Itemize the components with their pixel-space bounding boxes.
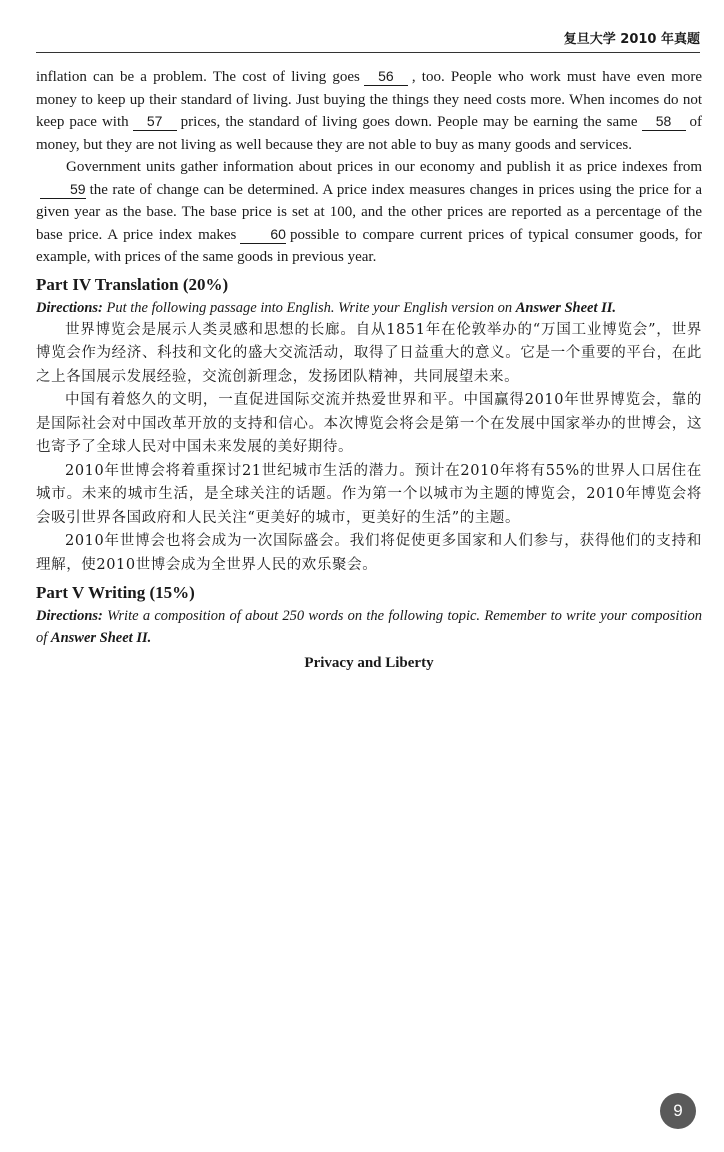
writing-topic: Privacy and Liberty: [304, 655, 434, 671]
directions-label: Directions:: [36, 608, 103, 624]
blank-58: 58: [642, 113, 686, 131]
part-iv-directions: [36, 297, 702, 319]
page-content: [36, 66, 702, 672]
page-number-badge: 9: [660, 1093, 696, 1129]
text-run: Government units gather information about prices in our economy and publish it as price indexes from: [66, 159, 702, 175]
header-title: 复旦大学 2010 年真题: [563, 32, 700, 47]
directions-text: Write a composition of about 250 words on the following topic. Remember to write your composition of: [36, 608, 702, 646]
part-v-directions: [36, 605, 702, 649]
translation-paragraph-1: 世界博览会是展示人类灵感和思想的长廊。自从1851年在伦敦举办的“万国工业博览会”，世界博览会作为经济、科技和文化的盛大交流活动，取得了日益重大的意义。它是一个重要的平台，在此之上各国展示发展经验，交流创新理念，发扬团队精神，共同展望未来。: [36, 321, 702, 385]
blank-60: 60: [240, 226, 286, 244]
page-header: [36, 0, 700, 53]
text-run: of money, but they are not living as well because they are not able to buy as many goods and services.: [36, 114, 702, 153]
answer-sheet-ref: Answer Sheet II.: [515, 299, 617, 316]
directions-label: Directions:: [36, 299, 103, 316]
directions-text: Put the following passage into English. Write your English version on: [106, 299, 513, 316]
text-run: , too. People who work must have even more money to keep up their standard of living. Just buying the things they need costs more. When incomes do not keep pace with: [36, 69, 702, 130]
answer-sheet-ref: Answer Sheet II.: [50, 630, 152, 646]
part-v-heading: Part V Writing (15%): [36, 583, 195, 602]
cloze-paragraph-1: [36, 66, 702, 156]
blank-57: 57: [133, 113, 177, 131]
part-iv-heading: Part IV Translation (20%): [36, 274, 229, 294]
text-run: prices, the standard of living goes down. People may be earning the same: [180, 114, 638, 130]
translation-paragraph-4: 2010年世博会也将会成为一次国际盛会。我们将促使更多国家和人们参与，获得他们的支持和理解，使2010世博会成为全世界人民的欢乐聚会。: [36, 533, 702, 573]
text-run: the rate of change can be determined. A price index measures changes in prices using the price for a given year as the base. The base price is set at 100, and the other prices are reported as a percentage of the base price. A price index makes: [36, 181, 702, 243]
cloze-paragraph-2: [36, 156, 702, 269]
text-run: inflation can be a problem. The cost of living goes: [36, 69, 360, 85]
blank-59: 59: [40, 181, 86, 199]
translation-paragraph-3: 2010年世博会将着重探讨21世纪城市生活的潜力。预计在2010年将有55%的世界人口居住在城市。未来的城市生活，是全球关注的话题。作为第一个以城市为主题的博览会，2010年博览会将会吸引世界各国政府和人民关注“更美好的城市，更美好的生活”的主题。: [36, 462, 702, 526]
text-run: possible to compare current prices of typical consumer goods, for example, with prices of the same goods in previous year.: [36, 226, 702, 265]
blank-56: 56: [364, 68, 408, 86]
translation-paragraph-2: 中国有着悠久的文明，一直促进国际交流并热爱世界和平。中国赢得2010年世界博览会，靠的是国际社会对中国改革开放的支持和信心。本次博览会将会是第一个在发展中国家举办的世博会，这也寄予了全球人民对中国未来发展的美好期待。: [36, 392, 702, 455]
